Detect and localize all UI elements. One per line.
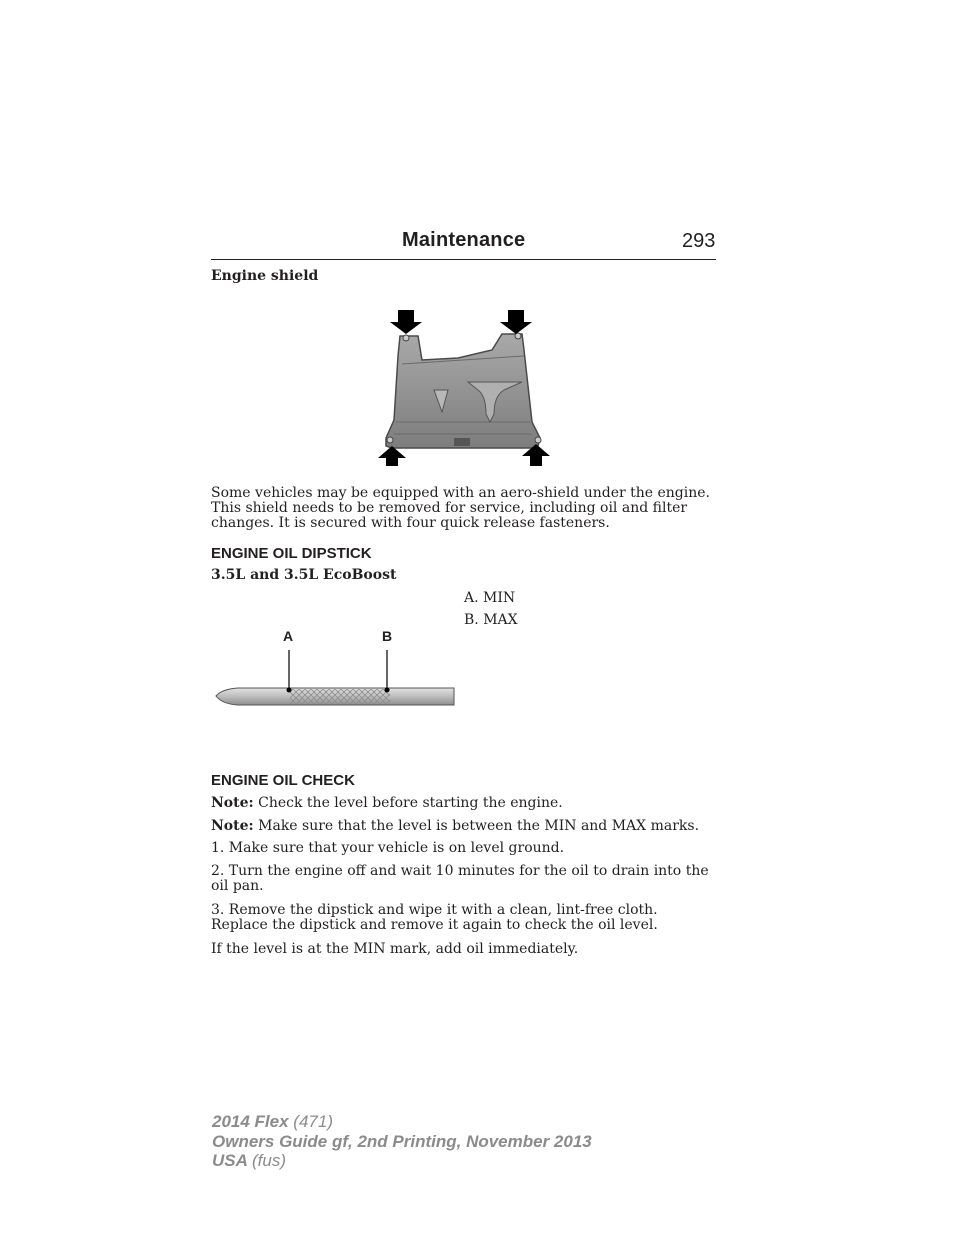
step-1: 1. Make sure that your vehicle is on level ground. — [211, 840, 565, 856]
footer-line-2: Owners Guide gf, 2nd Printing, November 2013 — [212, 1132, 592, 1151]
note-2-label: Note: — [211, 818, 254, 834]
footer-code: (471) — [293, 1112, 333, 1131]
note-2 — [211, 819, 716, 834]
shield-body — [386, 334, 540, 448]
dipstick-illustration — [212, 644, 458, 712]
page-number: 293 — [682, 230, 716, 252]
final-instruction: If the level is at the MIN mark, add oil immediately. — [211, 941, 579, 957]
dipstick-heading: ENGINE OIL DIPSTICK — [211, 545, 372, 562]
fastener-arrow-top-left — [390, 310, 422, 334]
dipstick-subheading: 3.5L and 3.5L EcoBoost — [211, 567, 397, 583]
engine-shield-description: Some vehicles may be equipped with an aero-shield under the engine. This shield needs to be removed for service, including oil and filter changes. It is secured with four quick release fasteners. — [211, 485, 710, 531]
engine-shield-heading: Engine shield — [211, 268, 319, 284]
footer-line-3 — [212, 1151, 286, 1171]
note-2-text: Make sure that the level is between the MIN and MAX marks. — [258, 818, 700, 834]
step-3: 3. Remove the dipstick and wipe it with a clean, lint-free cloth. Replace the dipstick and remove it again to check the oil level. — [211, 902, 658, 933]
footer-market-code: (fus) — [252, 1151, 286, 1170]
callout-label-b: B — [382, 628, 393, 644]
engine-shield-illustration — [372, 304, 558, 470]
legend-max: B. MAX — [464, 612, 518, 628]
footer-market: USA — [212, 1151, 248, 1170]
header-divider — [211, 259, 716, 260]
callout-label-a: A — [283, 628, 294, 644]
note-1-label: Note: — [211, 795, 254, 811]
section-title: Maintenance — [402, 229, 526, 251]
footer-model: 2014 Flex — [212, 1112, 289, 1131]
step-2: 2. Turn the engine off and wait 10 minutes for the oil to drain into the oil pan. — [211, 863, 709, 894]
note-1 — [211, 796, 716, 811]
fastener-arrow-bottom-left — [378, 446, 406, 466]
footer-line-1 — [212, 1112, 333, 1132]
note-1-text: Check the level before starting the engine. — [258, 795, 563, 811]
dipstick-crosshatch — [290, 689, 390, 704]
legend-min: A. MIN — [464, 590, 516, 606]
fastener-arrow-top-right — [500, 310, 532, 334]
oil-check-heading: ENGINE OIL CHECK — [211, 772, 355, 789]
